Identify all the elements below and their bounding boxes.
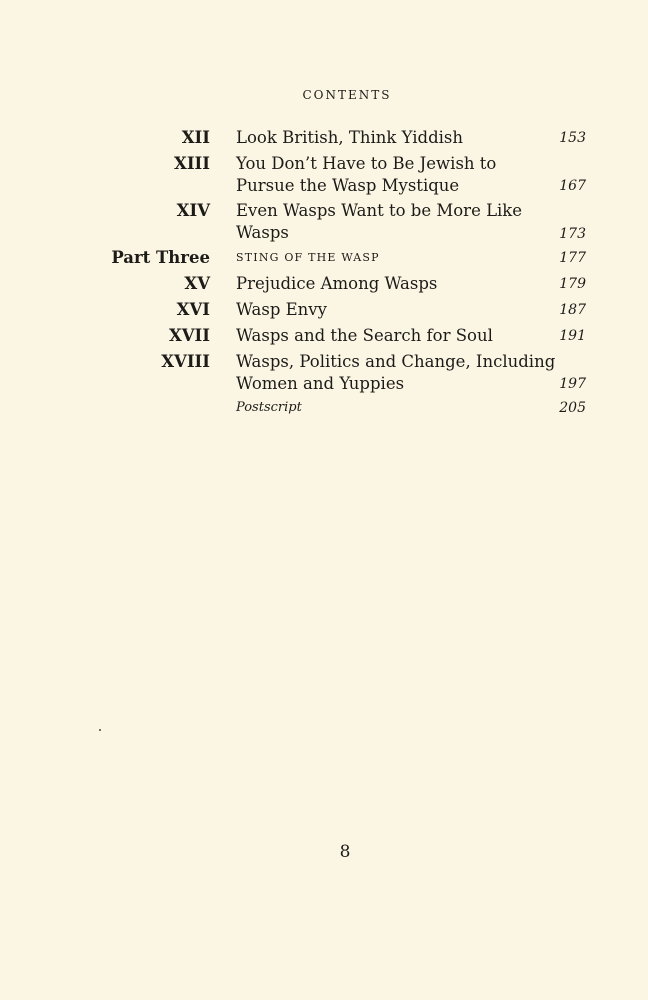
chapter-title [236, 200, 556, 244]
chapter-title [236, 299, 556, 321]
page-number: 205 [559, 400, 586, 416]
chapter-number: XII [181, 128, 210, 147]
chapter-title [236, 351, 556, 395]
chapter-title-line: Even Wasps Want to be More Like [236, 201, 523, 220]
chapter-title-line: Wasps and the Search for Soul [236, 326, 493, 345]
chapter-title [236, 273, 556, 295]
chapter-title-line: Wasp Envy [236, 300, 327, 319]
page-number: 153 [559, 130, 586, 146]
chapter-number: XIII [174, 154, 210, 173]
chapter-title-line: Wasps [236, 223, 289, 242]
part-title [236, 247, 556, 269]
contents-heading: CONTENTS [302, 88, 392, 102]
postscript-title-line: Postscript [236, 400, 302, 415]
chapter-title-line: Prejudice Among Wasps [236, 274, 438, 293]
page-number: 187 [559, 302, 586, 318]
chapter-number: XVIII [161, 352, 210, 371]
part-title-line: STING OF THE WASP [236, 251, 380, 264]
chapter-title-line: You Don’t Have to Be Jewish to [236, 154, 497, 173]
chapter-title-line: Look British, Think Yiddish [236, 128, 464, 147]
chapter-title [236, 325, 556, 347]
chapter-title [236, 153, 556, 197]
page-number: 179 [559, 276, 586, 292]
chapter-title-line: Women and Yuppies [236, 374, 405, 393]
chapter-title-line: Pursue the Wasp Mystique [236, 176, 460, 195]
print-speck [99, 729, 101, 731]
page-number: 177 [559, 250, 586, 266]
folio-page-number: 8 [339, 842, 351, 862]
chapter-number: XV [184, 274, 210, 293]
chapter-number: XIV [176, 201, 210, 220]
chapter-title-line: Wasps, Politics and Change, Including [236, 352, 556, 371]
page-number: 197 [559, 376, 586, 392]
chapter-title [236, 127, 556, 149]
postscript-title [236, 397, 556, 419]
chapter-number: XVI [176, 300, 210, 319]
part-number: Part Three [111, 248, 210, 267]
chapter-number: XVII [168, 326, 210, 345]
page-number: 173 [559, 226, 586, 242]
page-number: 167 [559, 178, 586, 194]
page-number: 191 [559, 328, 586, 344]
